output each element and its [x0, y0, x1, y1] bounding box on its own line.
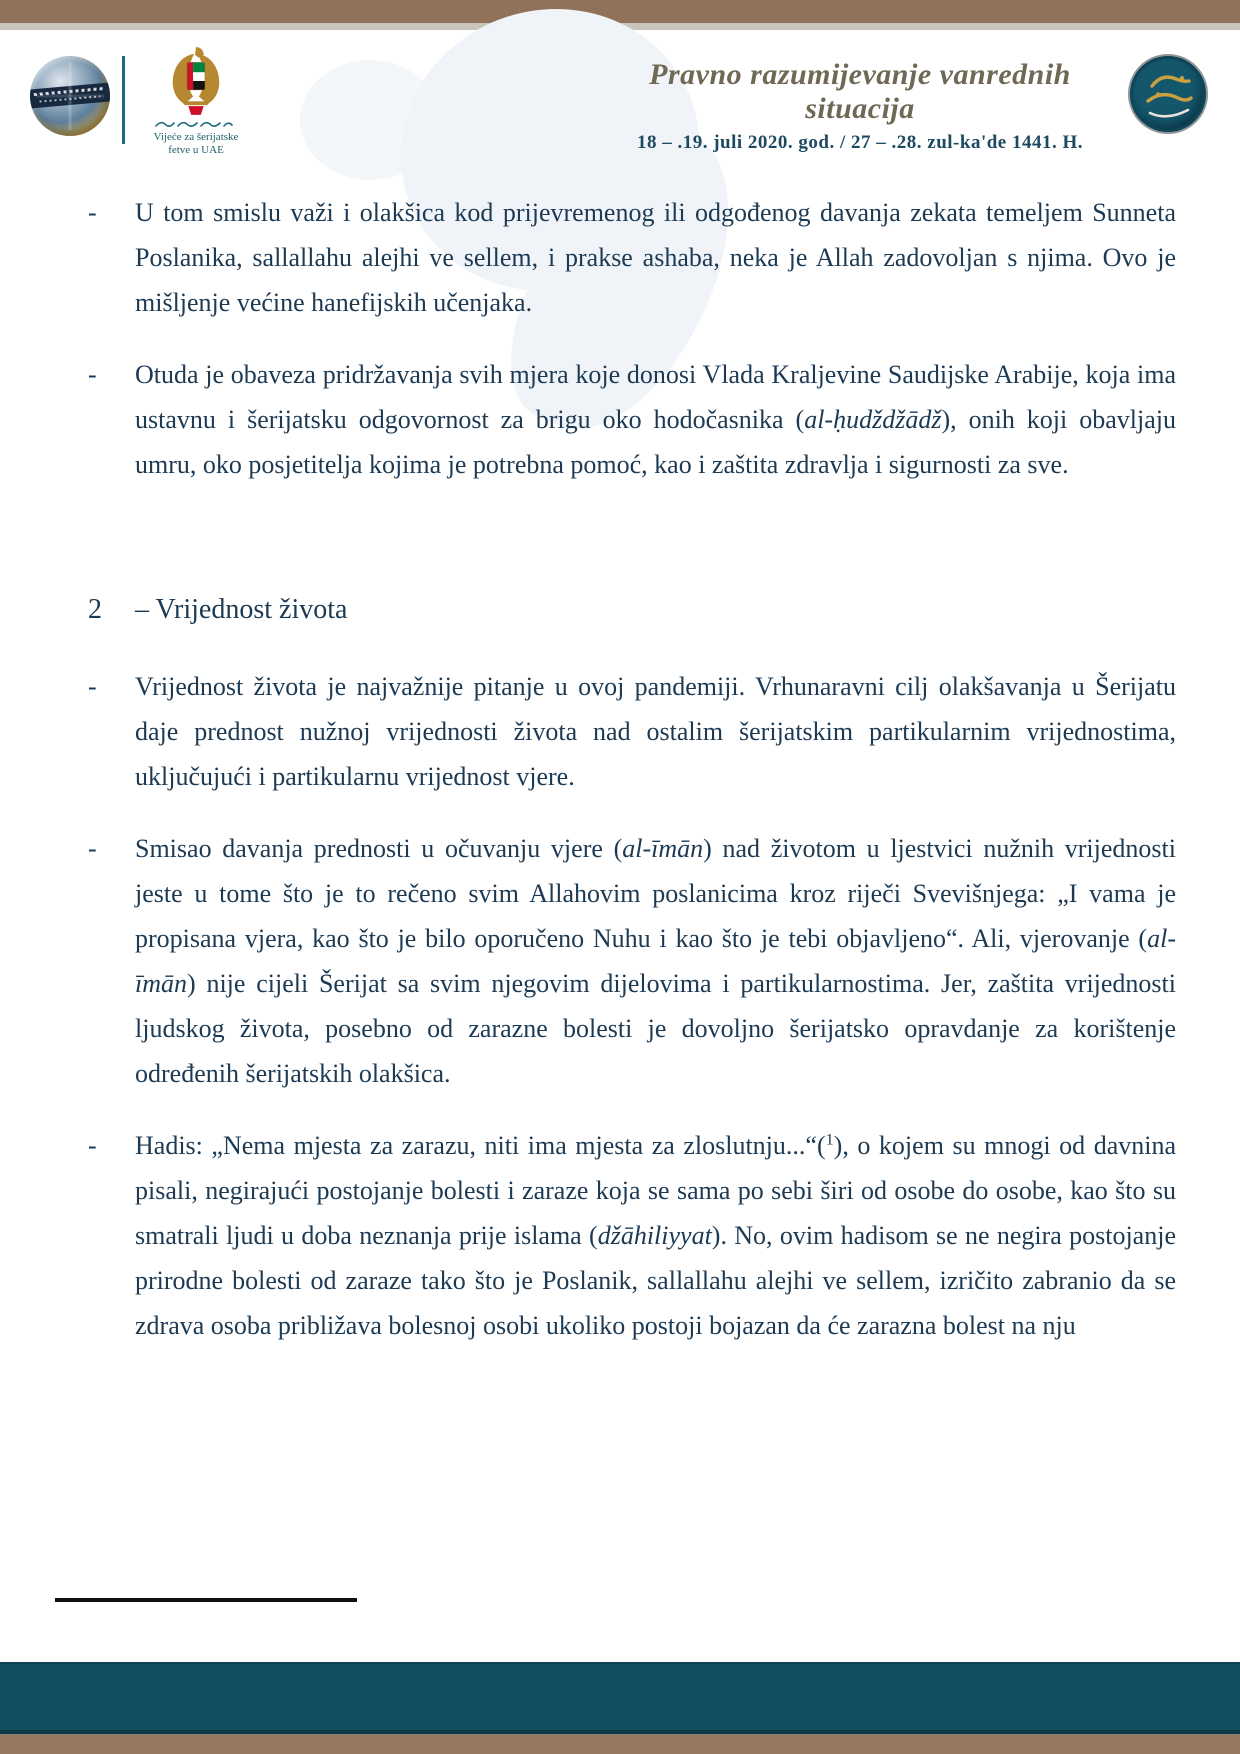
paragraph-segment: Otuda je obaveza pridržavanja svih mjera koje donosi Vlada Kraljevine Saudijske Arabije, koja ima ustavnu i šerijatsku odgovornost za brigu oko hodočasnika ( [135, 360, 1176, 434]
bullet-dash: - [88, 360, 97, 389]
title-block [600, 58, 1120, 154]
arabic-term-italic: al-ḥudždžādž [804, 405, 942, 434]
org-name-arabic-calligraphy [136, 119, 256, 131]
arabic-term-italic: al-īmān [622, 834, 704, 863]
section-title: – Vrijednost života [135, 594, 348, 625]
globe-logo-band [30, 83, 110, 110]
paragraph-text [135, 664, 1176, 799]
paragraph-text [135, 352, 1176, 487]
footer-teal-band [0, 1662, 1240, 1730]
paragraph-segment: Smisao davanja prednosti u očuvanju vjere ( [135, 834, 623, 863]
logo-divider [122, 56, 125, 144]
page-footer [0, 1662, 1240, 1754]
paragraph-text [135, 826, 1176, 1096]
paragraph-segment: Vrijednost života je najvažnije pitanje u ovoj pandemiji. Vrhunaravni cilj olakšavanja u Šerijatu daje prednost nužnoj vrijednosti života nad ostalim šerijatskim partikularnim vrijednostima, uključujući i partikularnu vrijednost vjere. [135, 672, 1176, 791]
section-heading [88, 587, 1176, 632]
bullet-dash: - [88, 672, 97, 701]
uae-emblem-icon [167, 46, 225, 116]
footnote-separator [55, 1598, 357, 1602]
footnote-reference: 1 [825, 1131, 834, 1149]
bullet-paragraph [88, 826, 1176, 1096]
paragraph-segment: ), o kojem su mnogi od davnina pisali, negirajući postojanje bolesti i zaraze koja se sama po sebi širi od osobe do osobe, kao što su smatrali ljudi u doba neznanja prije islama ( [135, 1131, 1176, 1250]
document-body [88, 170, 1176, 1375]
bullet-dash: - [88, 834, 97, 863]
footer-brown-band [0, 1734, 1240, 1754]
bullet-paragraph [88, 352, 1176, 487]
org-name-line1: Vijeće za šerijatske [153, 131, 239, 143]
paragraph-segment: ) nad životom u ljestvici nužnih vrijednosti jeste u tome što je to rečeno svim Allahovim poslanicima kroz riječi Svevišnjega: „I vama je propisana vjera, kao što je bilo oporučeno Nuhu i kao što je tebi objavljeno“. Ali, vjerovanje ( [135, 834, 1176, 953]
section-number: 2 [88, 594, 102, 625]
uae-council-block [136, 46, 256, 157]
arabic-term-italic: al-īmān [135, 924, 1176, 998]
paragraph-text [135, 190, 1176, 325]
bullet-dash: - [88, 1131, 97, 1160]
globe-logo [30, 56, 110, 136]
paragraph-segment: ). No, ovim hadisom se ne negira postojanje prirodne bolesti od zaraze tako što je Poslanik, sallallahu alejhi ve sellem, izričito zabranio da se zdrava osoba približava bolesnoj osobi ukoliko postoji bojazan da će zarazna bolest na nju [135, 1221, 1176, 1340]
bullet-paragraph [88, 1123, 1176, 1348]
org-name-line2: fetve u UAE [168, 144, 224, 156]
paragraph-segment: ), onih koji obavljaju umru, oko posjetitelja kojima je potrebna pomoć, kao i zaštita zdravlja i sigurnosti za sve. [135, 405, 1176, 479]
document-date: 18 – .19. juli 2020. god. / 27 – .28. zul-ka'de 1441. H. [636, 132, 1084, 153]
fiqh-emergency-seal [1128, 54, 1208, 134]
paragraph-segment: Hadis: „Nema mjesta za zarazu, niti ima mjesta za zloslutnju...“( [135, 1131, 826, 1160]
arabic-term-italic: džāhiliyyat [597, 1221, 712, 1250]
paragraph-segment: ) nije cijeli Šerijat sa svim njegovim dijelovima i partikularnostima. Jer, zaštita vrijednosti ljudskog života, posebno od zarazne bolesti je dovoljno šerijatsko opravdanje za korištenje određenih šerijatskih olakšica. [135, 969, 1176, 1088]
bullet-paragraph [88, 664, 1176, 799]
top-accent-bar [0, 0, 1240, 23]
bullet-dash: - [88, 198, 97, 227]
seal-calligraphy-icon [1130, 56, 1206, 132]
paragraph-text [135, 1123, 1176, 1348]
bullet-paragraph [88, 190, 1176, 325]
page-header [0, 30, 1240, 180]
document-title: Pravno razumijevanje vanrednih situacija [649, 58, 1071, 125]
paragraph-segment: U tom smislu važi i olakšica kod prijevremenog ili odgođenog davanja zekata temeljem Sunneta Poslanika, sallallahu alejhi ve sellem, i prakse ashaba, neka je Allah zadovoljan s njima. Ovo je mišljenje većine hanefijskih učenjaka. [135, 198, 1176, 317]
